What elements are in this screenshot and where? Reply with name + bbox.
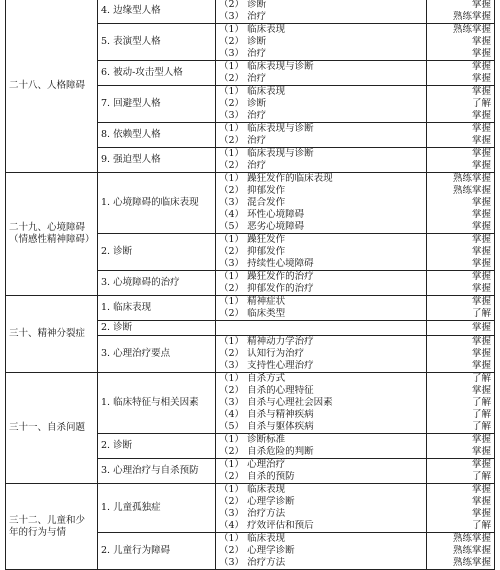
subtopic-item: （2） 抑郁发作 [219,185,286,196]
requirement-level: 掌握 [471,135,491,146]
topic-name: 6. 被动-攻击型人格 [101,67,183,78]
subtopic-list [216,484,427,533]
topic-cell [98,234,216,271]
requirement-level: 了解 [471,308,491,319]
topic-cell [98,24,216,61]
table-row [6,484,495,533]
subtopic-item: （2） 心理学诊断 [219,545,295,556]
requirement-level: 了解 [471,98,491,109]
requirement-level: 掌握 [471,508,491,519]
requirement-level: 了解 [471,409,491,420]
subtopic-list [216,24,427,61]
topic-cell [98,61,216,86]
topic-cell [98,533,216,570]
subtopic-item: （4） 环性心境障碍 [219,209,305,220]
subtopic-item: （1） 临床表现与诊断 [219,123,314,134]
requirement-level: 掌握 [471,336,491,347]
requirement-level: 掌握 [471,234,491,245]
subtopic-item: （1） 临床表现 [219,86,286,97]
subtopic-item: （2） 自杀危险的判断 [219,446,314,457]
subtopic-item: （1） 躁狂发作的临床表现 [219,173,333,184]
table-row [6,173,495,234]
subtopic-item: （1） 临床表现 [219,24,286,35]
subtopic-list [216,296,427,321]
requirement-level: 了解 [471,471,491,482]
requirement-level: 掌握 [471,221,491,232]
requirement-level: 掌握 [471,123,491,134]
requirement-level: 掌握 [471,197,491,208]
requirement-level: 掌握 [471,148,491,159]
subtopic-item: （2） 自杀的预防 [219,471,295,482]
subtopic-list [216,373,427,434]
syllabus-body [6,0,495,570]
subtopic-item [219,322,423,334]
subtopic-item: （2） 治疗 [219,135,267,146]
requirement-list [427,321,495,336]
requirement-level: 掌握 [471,459,491,470]
requirement-level: 掌握 [471,322,491,333]
subtopic-item: （2） 治疗 [219,160,267,171]
unit-title: 二十八、人格障碍 [6,0,98,173]
subtopic-list [216,336,427,373]
subtopic-item: （1） 精神动力学治疗 [219,336,314,347]
syllabus-table [5,0,495,570]
requirement-level: 掌握 [471,73,491,84]
subtopic-item: （5） 自杀与躯体疾病 [219,421,314,432]
subtopic-item: （3） 治疗方法 [219,557,286,568]
requirement-list [427,123,495,148]
subtopic-list [216,234,427,271]
requirement-level: 掌握 [471,209,491,220]
subtopic-list [216,86,427,123]
requirement-list [427,336,495,373]
requirement-level: 掌握 [471,48,491,59]
requirement-level: 了解 [471,397,491,408]
requirement-level: 掌握 [471,0,491,10]
subtopic-item: （1） 临床表现 [219,533,286,544]
subtopic-list [216,434,427,459]
subtopic-item: （1） 诊断标准 [219,434,286,445]
requirement-level: 了解 [471,373,491,384]
unit-title: 三十一、自杀问题 [6,373,98,484]
requirement-level: 掌握 [471,271,491,282]
topic-name: 2. 诊断 [101,440,133,451]
requirement-level: 掌握 [471,61,491,72]
topic-name: 1. 临床特征与相关因素 [101,397,199,408]
topic-cell [98,484,216,533]
topic-cell [98,434,216,459]
subtopic-list [216,271,427,296]
subtopic-item: （1） 心理治疗 [219,459,286,470]
requirement-list [427,61,495,86]
subtopic-item: （2） 抑郁发作的治疗 [219,283,314,294]
subtopic-item: （2） 治疗 [219,73,267,84]
requirement-level: 掌握 [471,86,491,97]
subtopic-item: （5） 恶劣心境障碍 [219,221,305,232]
subtopic-list [216,533,427,570]
requirement-list [427,86,495,123]
subtopic-item: （3） 自杀与心理社会因素 [219,397,333,408]
requirement-level: 掌握 [471,110,491,121]
requirement-list [427,173,495,234]
unit-title: 二十九、心境障碍（情感性精神障碍） [6,173,98,296]
topic-cell [98,296,216,321]
requirement-level: 了解 [471,421,491,432]
subtopic-item: （4） 自杀与精神疾病 [219,409,314,420]
requirement-list [427,373,495,434]
topic-cell [98,86,216,123]
subtopic-item: （1） 精神症状 [219,296,286,307]
subtopic-list [216,123,427,148]
subtopic-item: （3） 混合发作 [219,197,286,208]
subtopic-item: （1） 临床表现与诊断 [219,61,314,72]
topic-name: 3. 心理治疗与自杀预防 [101,465,199,476]
subtopic-item: （1） 躁狂发作的治疗 [219,271,314,282]
topic-cell [98,148,216,173]
requirement-list [427,533,495,570]
subtopic-list [216,173,427,234]
table-row [6,296,495,321]
topic-name: 3. 心境障碍的治疗 [101,277,180,288]
topic-cell [98,0,216,24]
subtopic-list [216,459,427,484]
subtopic-item: （1） 临床表现 [219,484,286,495]
requirement-list [427,296,495,321]
unit-title: 三十、精神分裂症 [6,296,98,373]
subtopic-item: （2） 临床类型 [219,308,286,319]
subtopic-item: （3） 治疗 [219,48,267,59]
topic-cell [98,321,216,336]
subtopic-item: （2） 抑郁发作 [219,246,286,257]
subtopic-item: （1） 躁狂发作 [219,234,286,245]
requirement-list [427,459,495,484]
requirement-list [427,234,495,271]
requirement-level: 掌握 [471,36,491,47]
topic-name: 1. 儿童孤独症 [101,502,161,513]
topic-name: 2. 诊断 [101,322,133,333]
table-row [6,373,495,434]
requirement-level: 熟练掌握 [452,533,491,544]
topic-name: 1. 临床表现 [101,302,152,313]
topic-name: 4. 边缘型人格 [101,5,161,16]
topic-name: 9. 强迫型人格 [101,154,161,165]
topic-name: 5. 表演型人格 [101,36,161,47]
subtopic-item: （1） 自杀方式 [219,373,286,384]
subtopic-list [216,148,427,173]
requirement-level: 熟练掌握 [452,11,491,22]
subtopic-list [216,61,427,86]
requirement-level: 掌握 [471,484,491,495]
requirement-level: 掌握 [471,348,491,359]
topic-cell [98,459,216,484]
requirement-level: 熟练掌握 [452,557,491,568]
topic-cell [98,123,216,148]
subtopic-item: （1） 临床表现与诊断 [219,148,314,159]
subtopic-item: （3） 支持性心理治疗 [219,360,314,371]
topic-name: 7. 回避型人格 [101,98,161,109]
requirement-list [427,24,495,61]
subtopic-item: （2） 诊断 [219,98,267,109]
requirement-level: 熟练掌握 [452,545,491,556]
subtopic-item: （2） 心理学诊断 [219,496,295,507]
topic-name: 8. 依赖型人格 [101,129,161,140]
subtopic-item: （4） 疗效评估和预后 [219,520,314,531]
subtopic-item: （3） 持续性心境障碍 [219,258,314,269]
requirement-level: 熟练掌握 [452,173,491,184]
subtopic-item: （2） 诊断 [219,0,267,10]
requirement-list [427,148,495,173]
table-row [6,0,495,24]
requirement-level: 掌握 [471,434,491,445]
unit-title: 三十二、儿童和少年的行为与情 [6,484,98,570]
requirement-level: 掌握 [471,496,491,507]
requirement-level: 熟练掌握 [452,185,491,196]
topic-name: 2. 诊断 [101,246,133,257]
subtopic-item: （3） 治疗方法 [219,508,286,519]
subtopic-item: （3） 治疗 [219,11,267,22]
subtopic-item: （2） 自杀的心理特征 [219,385,314,396]
requirement-level: 熟练掌握 [452,24,491,35]
requirement-level: 掌握 [471,258,491,269]
topic-cell [98,336,216,373]
requirement-level: 掌握 [471,360,491,371]
subtopic-list [216,321,427,336]
requirement-level: 掌握 [471,283,491,294]
subtopic-item: （2） 认知行为治疗 [219,348,305,359]
topic-name: 2. 儿童行为障碍 [101,545,171,556]
subtopic-item: （2） 诊断 [219,36,267,47]
requirement-level: 掌握 [471,385,491,396]
requirement-list [427,434,495,459]
topic-name: 1. 心境障碍的临床表现 [101,197,199,208]
requirement-level: 掌握 [471,296,491,307]
requirement-level: 掌握 [471,160,491,171]
requirement-list [427,484,495,533]
requirement-level: 掌握 [471,246,491,257]
topic-cell [98,271,216,296]
subtopic-item: （3） 治疗 [219,110,267,121]
requirement-level: 掌握 [471,446,491,457]
topic-cell [98,173,216,234]
topic-cell [98,373,216,434]
requirement-level: 了解 [471,520,491,531]
requirement-list [427,271,495,296]
subtopic-list [216,0,427,24]
topic-name: 3. 心理治疗要点 [101,348,171,359]
requirement-list [427,0,495,24]
